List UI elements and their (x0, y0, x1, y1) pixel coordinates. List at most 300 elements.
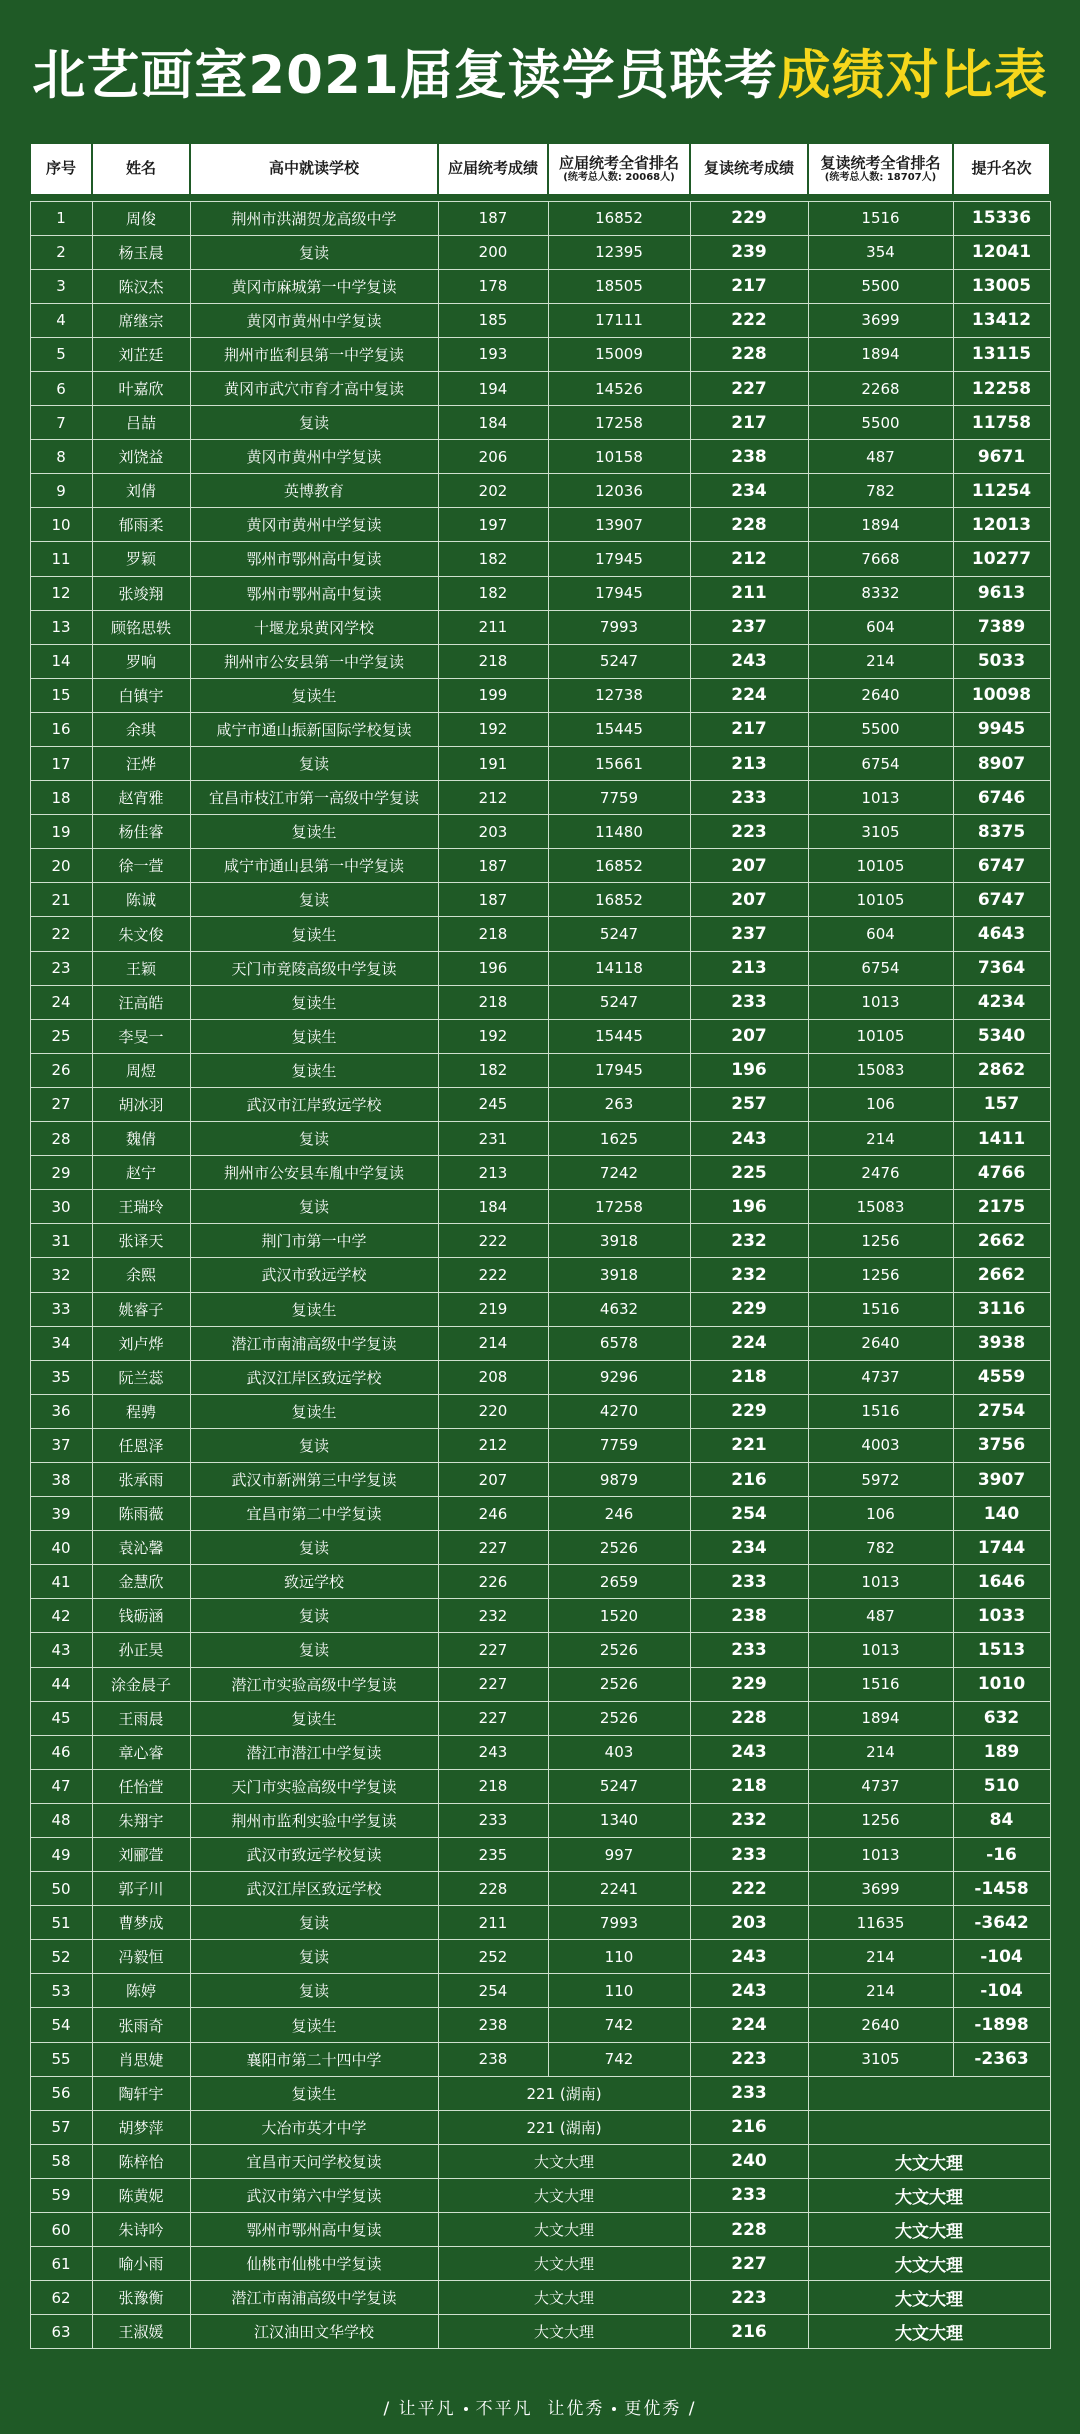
cell-score1: 219 (438, 1292, 548, 1326)
cell-rank1: 12036 (548, 474, 690, 508)
cell-rank1: 5247 (548, 985, 690, 1019)
cell-score2: 224 (690, 2008, 808, 2042)
cell-score2: 257 (690, 1087, 808, 1121)
cell-improve: 2662 (953, 1224, 1050, 1258)
cell-score2: 223 (690, 815, 808, 849)
cell-name: 涂金晨子 (92, 1667, 190, 1701)
cell-rank1: 7242 (548, 1156, 690, 1190)
cell-score1: 185 (438, 303, 548, 337)
cell-no: 37 (30, 1428, 92, 1462)
cell-score1: 218 (438, 985, 548, 1019)
cell-rank1: 403 (548, 1735, 690, 1769)
cell-school: 复读生 (190, 2008, 438, 2042)
cell-name: 吕喆 (92, 406, 190, 440)
cell-school: 复读 (190, 1633, 438, 1667)
table-row (30, 712, 1050, 746)
table-row (30, 610, 1050, 644)
cell-name: 任怡萱 (92, 1769, 190, 1803)
cell-name: 顾铭思轶 (92, 610, 190, 644)
cell-school: 复读 (190, 1190, 438, 1224)
cell-rank2: 6754 (808, 747, 953, 781)
cell-rank2: 214 (808, 644, 953, 678)
cell-score2: 229 (690, 1667, 808, 1701)
cell-no: 21 (30, 883, 92, 917)
cell-rank2: 5500 (808, 712, 953, 746)
cell-name: 陶轩宇 (92, 2076, 190, 2110)
cell-rank2: 782 (808, 1531, 953, 1565)
cell-school: 荆州市公安县车胤中学复读 (190, 1156, 438, 1190)
cell-rank2: 10105 (808, 883, 953, 917)
cell-improve-merged: 大文大理 (808, 2213, 1050, 2247)
cell-rank1: 10158 (548, 440, 690, 474)
cell-school: 武汉市致远学校 (190, 1258, 438, 1292)
cell-rank2: 2640 (808, 678, 953, 712)
cell-improve: 6747 (953, 883, 1050, 917)
cell-school: 咸宁市通山县第一中学复读 (190, 849, 438, 883)
cell-rank2: 11635 (808, 1906, 953, 1940)
cell-score1: 254 (438, 1974, 548, 2008)
cell-school: 潜江市潜江中学复读 (190, 1735, 438, 1769)
cell-school: 大冶市英才中学 (190, 2110, 438, 2144)
header-rank2: 复读统考全省排名 (统考总人数: 18707人) (808, 143, 953, 195)
slogan-3: 让优秀 (547, 2398, 605, 2419)
cell-score1-merged: 大文大理 (438, 2178, 690, 2212)
cell-score1: 182 (438, 542, 548, 576)
cell-no: 46 (30, 1735, 92, 1769)
cell-name: 张竣翔 (92, 576, 190, 610)
cell-no: 6 (30, 371, 92, 405)
cell-no: 27 (30, 1087, 92, 1121)
cell-score1: 202 (438, 474, 548, 508)
cell-improve: 9671 (953, 440, 1050, 474)
table-row (30, 1258, 1050, 1292)
cell-improve: 7364 (953, 951, 1050, 985)
cell-score2: 223 (690, 2042, 808, 2076)
cell-rank2: 604 (808, 917, 953, 951)
cell-score2: 243 (690, 1735, 808, 1769)
cell-rank1: 15661 (548, 747, 690, 781)
cell-rank1: 9296 (548, 1360, 690, 1394)
table-row (30, 1394, 1050, 1428)
cell-no: 40 (30, 1531, 92, 1565)
cell-no: 59 (30, 2178, 92, 2212)
cell-improve: 510 (953, 1769, 1050, 1803)
table-row (30, 1531, 1050, 1565)
cell-rank1: 16852 (548, 201, 690, 235)
header-rank1: 应届统考全省排名 (统考总人数: 20068人) (548, 143, 690, 195)
cell-rank2: 2640 (808, 2008, 953, 2042)
cell-rank2: 15083 (808, 1190, 953, 1224)
cell-name: 陈婷 (92, 1974, 190, 2008)
slogan-4: 更优秀 (624, 2398, 682, 2419)
table-row (30, 1292, 1050, 1326)
cell-score2: 233 (690, 2076, 808, 2110)
cell-rank1: 1625 (548, 1122, 690, 1156)
cell-score1-merged: 大文大理 (438, 2144, 690, 2178)
cell-score2: 243 (690, 644, 808, 678)
cell-rank2: 106 (808, 1087, 953, 1121)
cell-score2: 216 (690, 2315, 808, 2349)
table-row (30, 235, 1050, 269)
table-row (30, 1462, 1050, 1496)
cell-rank1: 5247 (548, 1769, 690, 1803)
cell-name: 李旻一 (92, 1019, 190, 1053)
cell-rank1: 3918 (548, 1224, 690, 1258)
cell-school: 武汉市第六中学复读 (190, 2178, 438, 2212)
cell-name: 王淑媛 (92, 2315, 190, 2349)
cell-name: 阮兰蕊 (92, 1360, 190, 1394)
cell-score1: 218 (438, 917, 548, 951)
cell-rank1: 246 (548, 1497, 690, 1531)
cell-improve: 9945 (953, 712, 1050, 746)
cell-score1: 246 (438, 1497, 548, 1531)
table-row (30, 1122, 1050, 1156)
cell-score2: 217 (690, 712, 808, 746)
cell-name: 陈诚 (92, 883, 190, 917)
cell-school: 荆州市洪湖贺龙高级中学 (190, 201, 438, 235)
cell-rank2: 5500 (808, 406, 953, 440)
cell-rank1: 7759 (548, 781, 690, 815)
title-highlight: 成绩对比表 (777, 45, 1048, 106)
cell-score2: 207 (690, 849, 808, 883)
cell-score1-merged: 大文大理 (438, 2315, 690, 2349)
cell-school: 复读 (190, 1428, 438, 1462)
cell-score1: 212 (438, 781, 548, 815)
cell-improve: 1010 (953, 1667, 1050, 1701)
cell-improve: 157 (953, 1087, 1050, 1121)
header-no: 序号 (30, 143, 92, 195)
cell-no: 56 (30, 2076, 92, 2110)
header-improve: 提升名次 (953, 143, 1050, 195)
cell-no: 57 (30, 2110, 92, 2144)
cell-score1: 199 (438, 678, 548, 712)
cell-school: 武汉市江岸致远学校 (190, 1087, 438, 1121)
cell-school: 复读生 (190, 1292, 438, 1326)
header-school: 高中就读学校 (190, 143, 438, 195)
cell-improve-merged: 大文大理 (808, 2178, 1050, 2212)
cell-rank1: 14526 (548, 371, 690, 405)
table-row (30, 542, 1050, 576)
cell-improve: -1458 (953, 1872, 1050, 1906)
cell-score1: 192 (438, 1019, 548, 1053)
cell-no: 22 (30, 917, 92, 951)
cell-school: 天门市实验高级中学复读 (190, 1769, 438, 1803)
cell-rank2: 3105 (808, 2042, 953, 2076)
cell-name: 罗响 (92, 644, 190, 678)
cell-name: 刘饶益 (92, 440, 190, 474)
cell-school: 十堰龙泉黄冈学校 (190, 610, 438, 644)
cell-score1: 178 (438, 269, 548, 303)
cell-rank2: 1256 (808, 1224, 953, 1258)
cell-no: 39 (30, 1497, 92, 1531)
cell-improve: 12041 (953, 235, 1050, 269)
cell-school: 复读生 (190, 815, 438, 849)
cell-score1-merged: 221 (湖南) (438, 2110, 690, 2144)
cell-name: 魏倩 (92, 1122, 190, 1156)
cell-name: 刘芷廷 (92, 337, 190, 371)
cell-school: 咸宁市通山振新国际学校复读 (190, 712, 438, 746)
cell-school: 鄂州市鄂州高中复读 (190, 2213, 438, 2247)
cell-improve: 1646 (953, 1565, 1050, 1599)
cell-name: 陈雨薇 (92, 1497, 190, 1531)
table-row (30, 2315, 1050, 2349)
score-table-frame (29, 142, 1049, 2367)
table-row (30, 1053, 1050, 1087)
cell-rank2: 1516 (808, 1292, 953, 1326)
cell-school: 宜昌市第二中学复读 (190, 1497, 438, 1531)
table-row (30, 1667, 1050, 1701)
table-row (30, 985, 1050, 1019)
cell-score1: 184 (438, 406, 548, 440)
cell-name: 王雨晨 (92, 1701, 190, 1735)
cell-rank1: 12395 (548, 235, 690, 269)
cell-no: 28 (30, 1122, 92, 1156)
cell-name: 汪高皓 (92, 985, 190, 1019)
cell-name: 刘郦萱 (92, 1838, 190, 1872)
cell-no: 44 (30, 1667, 92, 1701)
cell-no: 9 (30, 474, 92, 508)
table-row (30, 406, 1050, 440)
cell-improve: 140 (953, 1497, 1050, 1531)
cell-no: 25 (30, 1019, 92, 1053)
cell-school: 致远学校 (190, 1565, 438, 1599)
cell-improve: -2363 (953, 2042, 1050, 2076)
cell-no: 26 (30, 1053, 92, 1087)
cell-improve: 3116 (953, 1292, 1050, 1326)
cell-name: 姚睿子 (92, 1292, 190, 1326)
cell-rank1: 17945 (548, 542, 690, 576)
cell-score1: 207 (438, 1462, 548, 1496)
table-row (30, 1497, 1050, 1531)
cell-rank2: 1013 (808, 1633, 953, 1667)
cell-school: 复读生 (190, 1394, 438, 1428)
cell-score2: 228 (690, 2213, 808, 2247)
cell-no: 36 (30, 1394, 92, 1428)
cell-rank1: 15009 (548, 337, 690, 371)
cell-no: 60 (30, 2213, 92, 2247)
cell-name: 郭子川 (92, 1872, 190, 1906)
cell-no: 58 (30, 2144, 92, 2178)
cell-rank1: 15445 (548, 1019, 690, 1053)
cell-school: 黄冈市武穴市育才高中复读 (190, 371, 438, 405)
cell-school: 复读 (190, 883, 438, 917)
table-row (30, 2076, 1050, 2110)
cell-score2: 224 (690, 678, 808, 712)
cell-no: 18 (30, 781, 92, 815)
cell-no: 2 (30, 235, 92, 269)
cell-rank2: 10105 (808, 849, 953, 883)
cell-rank2: 6754 (808, 951, 953, 985)
cell-improve-merged: 大文大理 (808, 2247, 1050, 2281)
cell-no: 38 (30, 1462, 92, 1496)
cell-no: 14 (30, 644, 92, 678)
cell-improve: 5033 (953, 644, 1050, 678)
cell-school: 复读生 (190, 1701, 438, 1735)
cell-no: 35 (30, 1360, 92, 1394)
cell-no: 55 (30, 2042, 92, 2076)
cell-score1: 200 (438, 235, 548, 269)
table-row (30, 1769, 1050, 1803)
cell-name: 罗颖 (92, 542, 190, 576)
cell-score2: 228 (690, 508, 808, 542)
cell-school: 荆门市第一中学 (190, 1224, 438, 1258)
cell-rank1: 18505 (548, 269, 690, 303)
cell-name: 胡冰羽 (92, 1087, 190, 1121)
cell-school: 复读生 (190, 2076, 438, 2110)
table-row (30, 1360, 1050, 1394)
cell-improve: 5340 (953, 1019, 1050, 1053)
cell-score1: 212 (438, 1428, 548, 1462)
cell-rank2: 3105 (808, 815, 953, 849)
cell-no: 63 (30, 2315, 92, 2349)
cell-rank1: 17258 (548, 1190, 690, 1224)
cell-score2: 240 (690, 2144, 808, 2178)
cell-improve-merged (808, 2076, 1050, 2110)
cell-score2: 213 (690, 747, 808, 781)
cell-rank1: 16852 (548, 883, 690, 917)
cell-score1: 238 (438, 2008, 548, 2042)
cell-improve: -16 (953, 1838, 1050, 1872)
cell-name: 杨玉晨 (92, 235, 190, 269)
cell-score1-merged: 大文大理 (438, 2247, 690, 2281)
cell-no: 43 (30, 1633, 92, 1667)
cell-name: 余熙 (92, 1258, 190, 1292)
cell-no: 8 (30, 440, 92, 474)
cell-no: 30 (30, 1190, 92, 1224)
cell-name: 孙正昊 (92, 1633, 190, 1667)
cell-rank1: 1340 (548, 1803, 690, 1837)
cell-score2: 207 (690, 883, 808, 917)
table-row (30, 917, 1050, 951)
cell-no: 31 (30, 1224, 92, 1258)
table-row (30, 1872, 1050, 1906)
cell-rank2: 1516 (808, 201, 953, 235)
table-body (30, 201, 1050, 2349)
cell-no: 62 (30, 2281, 92, 2315)
cell-rank2: 1894 (808, 337, 953, 371)
header-score1: 应届统考成绩 (438, 143, 548, 195)
cell-rank2: 1894 (808, 508, 953, 542)
table-row (30, 1326, 1050, 1360)
table-row (30, 371, 1050, 405)
table-row (30, 1803, 1050, 1837)
cell-rank1: 7759 (548, 1428, 690, 1462)
table-row (30, 2281, 1050, 2315)
cell-score1: 208 (438, 1360, 548, 1394)
cell-rank2: 1516 (808, 1394, 953, 1428)
cell-rank1: 2526 (548, 1531, 690, 1565)
cell-score1: 192 (438, 712, 548, 746)
cell-score2: 232 (690, 1258, 808, 1292)
cell-score2: 229 (690, 1292, 808, 1326)
cell-no: 5 (30, 337, 92, 371)
cell-score2: 233 (690, 1838, 808, 1872)
table-row (30, 849, 1050, 883)
cell-no: 15 (30, 678, 92, 712)
header-score2: 复读统考成绩 (690, 143, 808, 195)
cell-improve: 3907 (953, 1462, 1050, 1496)
table-row (30, 781, 1050, 815)
table-row (30, 883, 1050, 917)
cell-school: 复读 (190, 1531, 438, 1565)
cell-name: 郁雨柔 (92, 508, 190, 542)
cell-school: 武汉市致远学校复读 (190, 1838, 438, 1872)
cell-name: 程骋 (92, 1394, 190, 1428)
table-row (30, 2110, 1050, 2144)
cell-score1: 220 (438, 1394, 548, 1428)
cell-score2: 217 (690, 406, 808, 440)
cell-rank1: 110 (548, 1940, 690, 1974)
cell-rank1: 14118 (548, 951, 690, 985)
cell-improve: 4234 (953, 985, 1050, 1019)
table-row (30, 2008, 1050, 2042)
table-row (30, 2247, 1050, 2281)
cell-no: 48 (30, 1803, 92, 1837)
cell-no: 34 (30, 1326, 92, 1360)
cell-name: 钱砺涵 (92, 1599, 190, 1633)
cell-improve: 8907 (953, 747, 1050, 781)
cell-rank1: 4632 (548, 1292, 690, 1326)
cell-improve: 6747 (953, 849, 1050, 883)
cell-improve: -104 (953, 1940, 1050, 1974)
cell-score2: 212 (690, 542, 808, 576)
table-row (30, 2042, 1050, 2076)
table-row (30, 2213, 1050, 2247)
cell-score1: 235 (438, 1838, 548, 1872)
cell-score2: 218 (690, 1769, 808, 1803)
cell-score1: 227 (438, 1633, 548, 1667)
cell-name: 刘卢烨 (92, 1326, 190, 1360)
cell-school: 复读 (190, 406, 438, 440)
cell-no: 17 (30, 747, 92, 781)
cell-rank2: 2268 (808, 371, 953, 405)
slogan-2: 不平凡 (475, 2398, 533, 2419)
cell-school: 荆州市监利实验中学复读 (190, 1803, 438, 1837)
cell-no: 1 (30, 201, 92, 235)
cell-score1: 211 (438, 610, 548, 644)
cell-name: 叶嘉欣 (92, 371, 190, 405)
cell-score2: 233 (690, 781, 808, 815)
cell-score2: 224 (690, 1326, 808, 1360)
cell-no: 41 (30, 1565, 92, 1599)
table-row (30, 678, 1050, 712)
cell-score2: 233 (690, 2178, 808, 2212)
cell-score1: 227 (438, 1701, 548, 1735)
cell-school: 鄂州市鄂州高中复读 (190, 542, 438, 576)
table-row (30, 201, 1050, 235)
cell-rank1: 5247 (548, 917, 690, 951)
cell-score1: 187 (438, 849, 548, 883)
cell-school: 复读生 (190, 678, 438, 712)
cell-score1: 187 (438, 883, 548, 917)
cell-name: 刘倩 (92, 474, 190, 508)
cell-school: 复读生 (190, 1053, 438, 1087)
cell-rank2: 5972 (808, 1462, 953, 1496)
cell-score2: 228 (690, 337, 808, 371)
cell-rank2: 487 (808, 1599, 953, 1633)
cell-score1: 245 (438, 1087, 548, 1121)
cell-rank1: 15445 (548, 712, 690, 746)
table-row (30, 337, 1050, 371)
cell-improve: 13412 (953, 303, 1050, 337)
table-row (30, 1599, 1050, 1633)
cell-score2: 222 (690, 303, 808, 337)
cell-rank1: 742 (548, 2042, 690, 2076)
cell-school: 宜昌市枝江市第一高级中学复读 (190, 781, 438, 815)
cell-rank2: 2476 (808, 1156, 953, 1190)
cell-rank2: 4737 (808, 1360, 953, 1394)
cell-improve: 10277 (953, 542, 1050, 576)
